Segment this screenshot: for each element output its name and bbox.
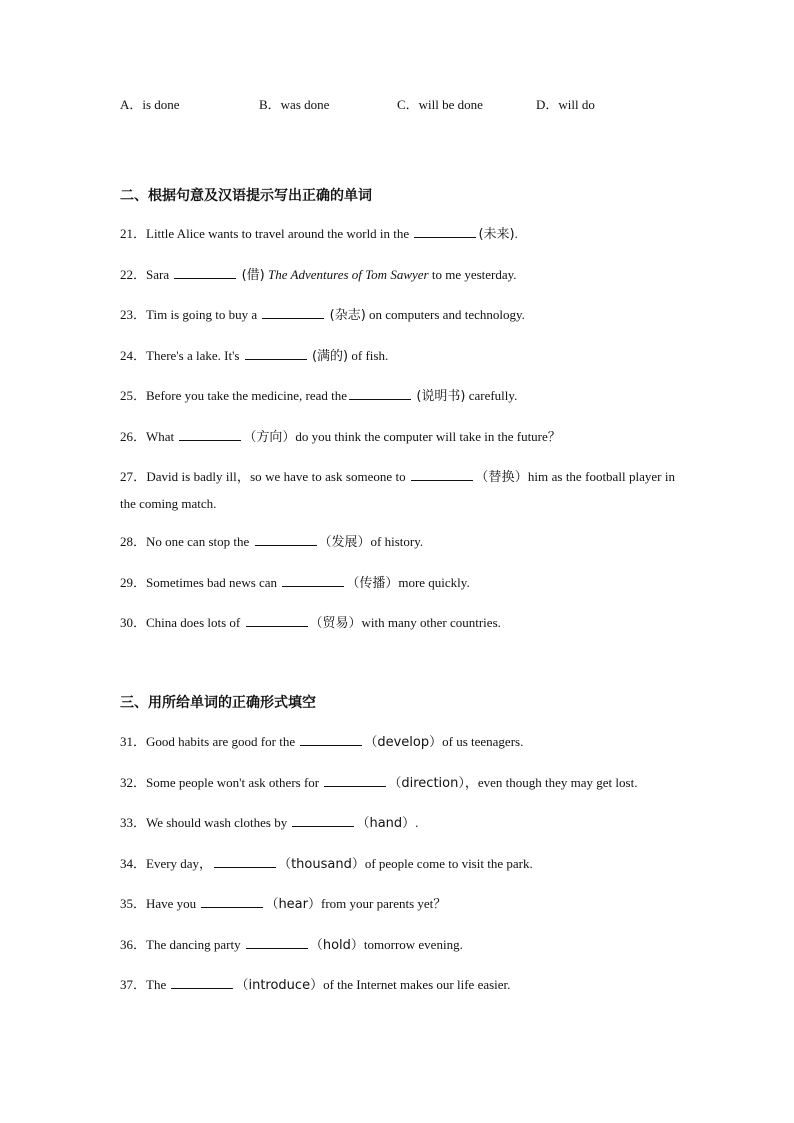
hint: （方向） [243,430,296,445]
answer-blank[interactable] [282,574,344,587]
hint: （direction） [388,776,465,791]
hint: （替换） [475,470,528,485]
answer-blank[interactable] [324,774,386,787]
question-36 [120,936,463,955]
question-21 [120,225,518,244]
question-text: tomorrow evening. [363,937,463,952]
question-text: 33．We should wash clothes by [120,815,291,830]
hint: （thousand） [278,857,365,872]
answer-blank[interactable] [411,468,473,481]
answer-blank[interactable] [246,936,308,949]
answer-blank[interactable] [246,614,308,627]
question-text: him as the football player in the coming match. [120,469,675,511]
question-30 [120,614,501,633]
question-text: 29．Sometimes bad news can [120,575,281,590]
section-2-heading: 二、根据句意及汉语提示写出正确的单词 [120,188,372,204]
question-32 [120,774,637,793]
question-29 [120,574,470,593]
question-26 [120,428,561,447]
hint: （贸易） [309,616,362,631]
answer-blank[interactable] [174,266,236,279]
question-35 [120,895,446,914]
question-text: 27．David is badly ill，so we have to ask someone to [120,469,410,484]
option-a: A．is done [120,97,180,112]
hint: （hand） [356,816,416,831]
question-text: 32．Some people won't ask others for [120,775,323,790]
question-text: . [514,226,518,241]
question-24 [120,347,388,366]
hint: (借) [241,268,265,283]
option-b: B．was done [259,97,330,112]
question-text: 36．The dancing party [120,937,244,952]
hint: (说明书) [416,389,466,404]
question-text: from your parents yet？ [321,896,447,911]
question-text: 31．Good habits are good for the [120,734,299,749]
hint: （hear） [265,897,321,912]
question-text: 34．Every day， [120,856,213,871]
option-d: D．will do [536,97,595,112]
answer-blank[interactable] [300,733,362,746]
question-text: ，even though they may get lost. [464,775,638,790]
question-25 [120,387,517,406]
hint: （develop） [364,735,443,750]
question-text: with many other countries. [361,615,501,630]
question-22 [120,266,517,285]
question-text: more quickly. [398,575,470,590]
question-text: of the Internet makes our life easier. [323,977,511,992]
question-text: to me yesterday. [428,267,517,282]
question-text: 25．Before you take the medicine, read the [120,388,348,403]
book-title: The Adventures of Tom Sawyer [268,267,429,282]
hint: (未来) [478,227,515,242]
question-text: 22．Sara [120,267,173,282]
question-text: 21．Little Alice wants to travel around the world in the [120,226,413,241]
question-text: 24．There's a lake. It's [120,348,243,363]
question-text: 28．No one can stop the [120,534,253,549]
answer-blank[interactable] [201,895,263,908]
question-text: 37．The [120,977,170,992]
hint: （传播） [346,576,399,591]
question-text: 35．Have you [120,896,200,911]
question-text: 23．Tim is going to buy a [120,307,261,322]
answer-blank[interactable] [292,814,354,827]
question-text: of history. [370,534,424,549]
question-28 [120,533,423,552]
section-3-heading: 三、用所给单词的正确形式填空 [120,695,316,711]
question-23 [120,306,525,325]
question-text: 26．What [120,429,178,444]
hint: (满的) [311,349,349,364]
answer-blank[interactable] [179,428,241,441]
question-text: of fish. [348,348,389,363]
answer-blank[interactable] [349,387,411,400]
answer-blank[interactable] [245,347,307,360]
answer-blank[interactable] [414,225,476,238]
hint: (杂志) [329,308,366,323]
question-27 [120,464,675,517]
question-text: 30．China does lots of [120,615,244,630]
answer-blank[interactable] [171,976,233,989]
hint: （发展） [318,535,371,550]
question-text: of us teenagers. [442,734,524,749]
question-33 [120,814,418,833]
option-c: C．will be done [397,97,483,112]
hint: （introduce） [235,978,324,993]
question-text: . [415,815,419,830]
question-text: of people come to visit the park. [364,856,533,871]
question-37 [120,976,510,995]
question-34 [120,855,533,874]
question-31 [120,733,523,752]
question-text: do you think the computer will take in the future？ [295,429,561,444]
answer-blank[interactable] [214,855,276,868]
answer-blank[interactable] [255,533,317,546]
question-text: carefully. [465,388,518,403]
answer-blank[interactable] [262,306,324,319]
hint: （hold） [309,938,364,953]
question-text: on computers and technology. [365,307,525,322]
